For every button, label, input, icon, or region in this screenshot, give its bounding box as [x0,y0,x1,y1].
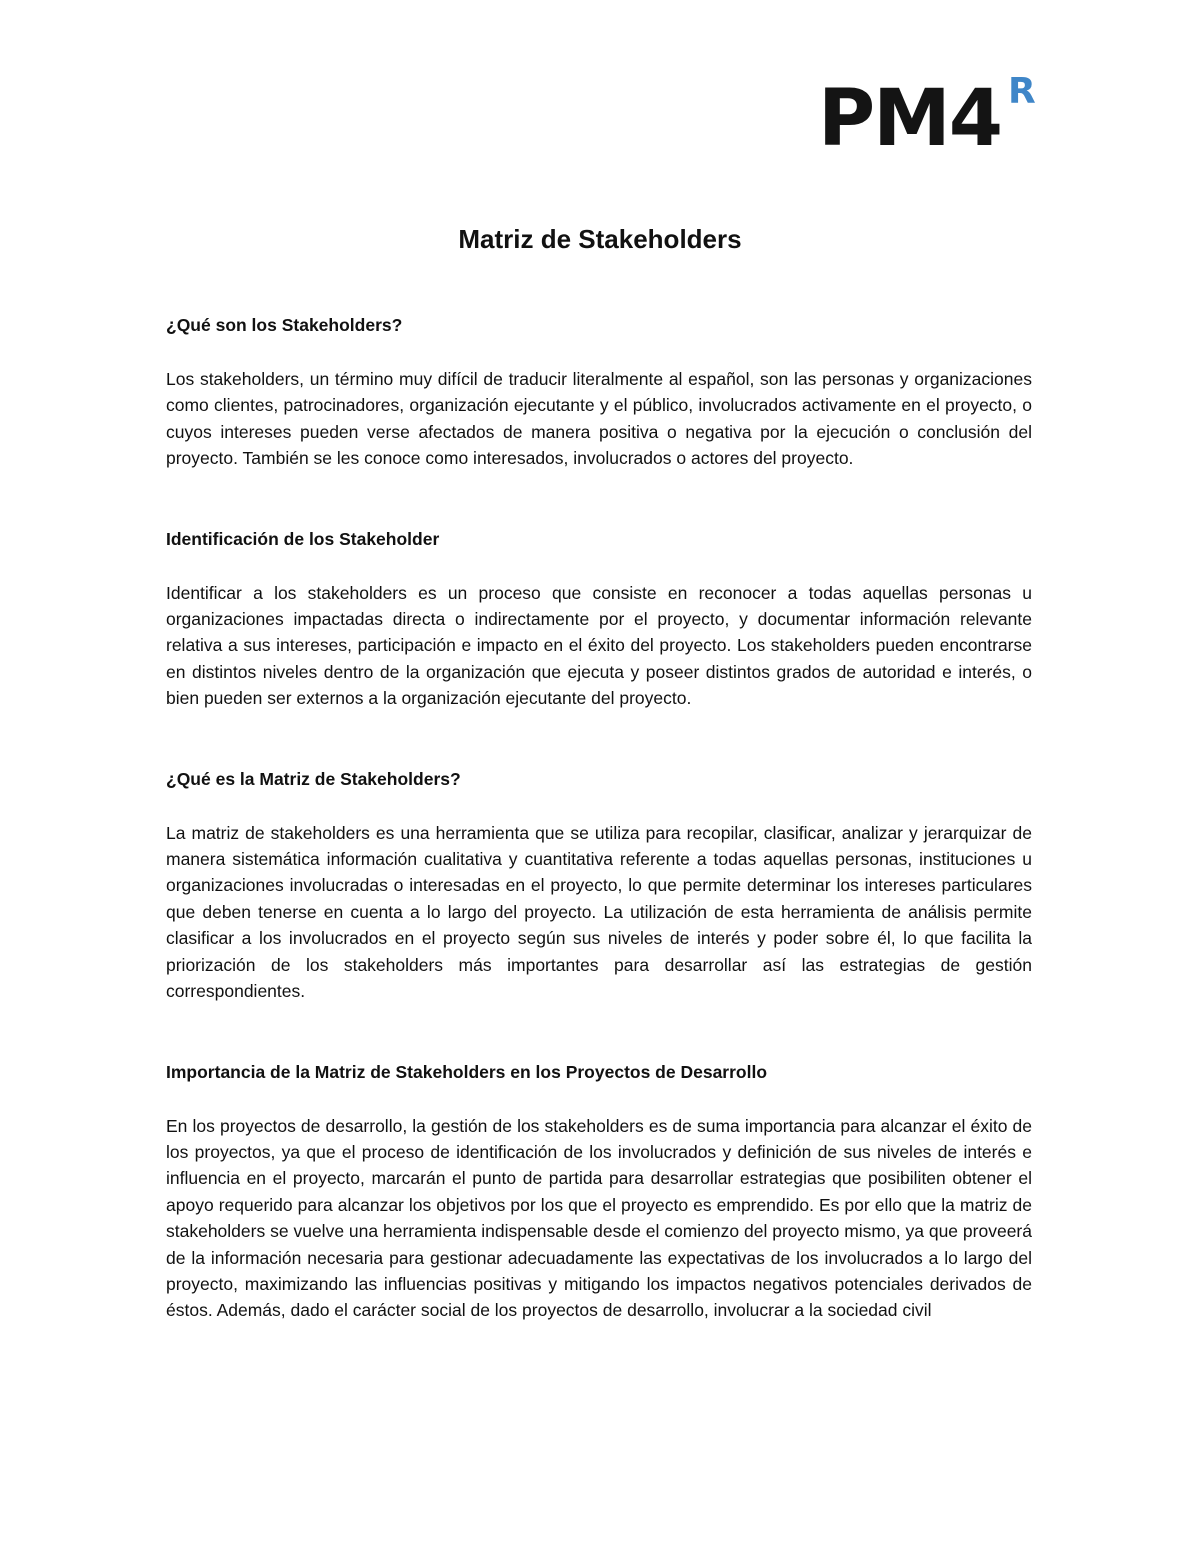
document-content [166,312,1032,1378]
section-importance-in-development-projects [166,1059,1032,1324]
logo-text: PM4 [818,74,1002,164]
section-what-are-stakeholders [166,312,1032,472]
section-what-is-the-matrix [166,766,1032,1005]
section-heading: Importancia de la Matriz de Stakeholders en los Proyectos de Desarrollo [166,1061,768,1082]
section-heading: Identificación de los Stakeholder [166,528,440,549]
document-title: Matriz de Stakeholders [458,224,742,254]
section-heading: ¿Qué es la Matriz de Stakeholders? [166,768,461,789]
section-stakeholder-identification [166,526,1032,712]
section-body: La matriz de stakeholders es una herramienta que se utiliza para recopilar, clasificar, analizar y jerarquizar de manera sistemática información cualitativa y cuantitativa referente a todas aquellas personas, instituciones u organizaciones involucradas o interesadas en el proyecto, lo que permite determinar los intereses particulares que deben tenerse en cuenta a lo largo del proyecto. La utilización de esta herramienta de análisis permite clasificar a los involucrados en el proyecto según sus niveles de interés y poder sobre él, lo que facilita la priorización de los stakeholders más importantes para desarrollar así las estrategias de gestión correspondientes. [166,822,1032,1002]
section-body: Los stakeholders, un término muy difícil de traducir literalmente al español, son las personas y organizaciones como clientes, patrocinadores, organización ejecutante y el público, involucrados activamente en el proyecto, o cuyos intereses pueden verse afectados de manera positiva o negativa por la ejecución o conclusión del proyecto. También se les conoce como interesados, involucrados o actores del proyecto. [166,369,1032,469]
pm4r-logo [818,71,1038,164]
logo-superscript: R [1008,71,1036,112]
section-body: En los proyectos de desarrollo, la gestión de los stakeholders es de suma importancia para alcanzar el éxito de los proyectos, ya que el proceso de identificación de los involucrados y definición de sus niveles de interés e influencia en el proyecto, marcarán el punto de partida para desarrollar estrategias que posibiliten obtener el apoyo requerido para alcanzar los objetivos por los que el proyecto es emprendido. Es por ello que la matriz de stakeholders se vuelve una herramienta indispensable desde el comienzo del proyecto mismo, ya que proveerá de la información necesaria para gestionar adecuadamente las expectativas de los involucrados a lo largo del proyecto, maximizando las influencias positivas y mitigando los impactos negativos potenciales derivados de éstos. Además, dado el carácter social de los proyectos de desarrollo, involucrar a la sociedad civil [166,1115,1032,1321]
section-body: Identificar a los stakeholders es un proceso que consiste en reconocer a todas aquellas personas u organizaciones impactadas directa o indirectamente por el proyecto, y documentar información relevante relativa a sus intereses, participación e impacto en el éxito del proyecto. Los stakeholders pueden encontrarse en distintos niveles dentro de la organización que ejecuta y poseer distintos grados de autoridad e interés, o bien pueden ser externos a la organización ejecutante del proyecto. [166,582,1032,709]
section-heading: ¿Qué son los Stakeholders? [166,315,403,335]
